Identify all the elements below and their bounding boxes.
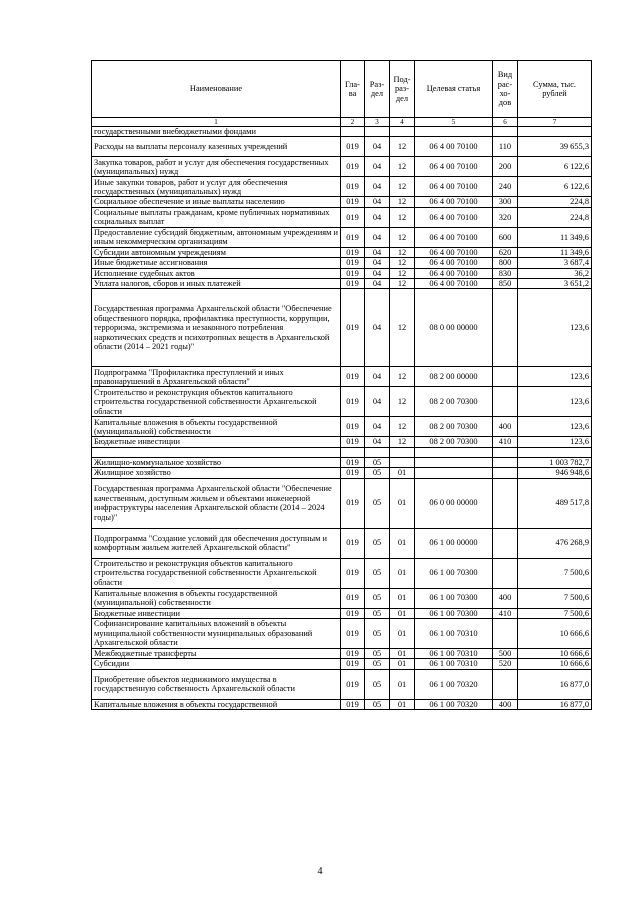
table-row [92,258,592,268]
row-amount: 7 500,6 [518,588,592,608]
row-target: 06 4 00 70100 [415,258,493,268]
row-target: 06 0 00 00000 [415,478,493,528]
row-kind [493,367,518,387]
row-section: 05 [365,659,390,669]
row-subsection [390,127,415,137]
row-chapter: 019 [341,588,365,608]
row-chapter: 019 [341,258,365,268]
row-name: Социальные выплаты гражданам, кроме публичных нормативных социальных выплат [92,207,341,227]
row-name: Государственная программа Архангельской области "Обеспечение общественного порядка, профилактика преступности, коррупции, терроризма, экстремизма и незаконного потребления наркотических средств и психотропных веществ в Архангельской области (2014 – 2021 годы)" [92,289,341,367]
table-row [92,649,592,659]
row-section: 05 [365,468,390,478]
row-amount: 10 666,6 [518,649,592,659]
row-name: Предоставление субсидий бюджетным, автономным учреждениям и иным некоммерческим организациям [92,227,341,247]
row-name: Подпрограмма "Создание условий для обеспечения доступным и комфортным жильем жителей Архангельской области" [92,528,341,558]
row-kind: 400 [493,417,518,437]
row-chapter: 019 [341,457,365,467]
table-row [92,619,592,649]
row-amount: 123,6 [518,387,592,417]
row-target [415,127,493,137]
row-amount: 3 651,2 [518,279,592,289]
row-kind [493,127,518,137]
table-row [92,387,592,417]
row-target: 06 4 00 70100 [415,137,493,157]
row-section: 05 [365,669,390,699]
row-target: 08 2 00 70300 [415,417,493,437]
row-subsection: 01 [390,528,415,558]
row-subsection: 01 [390,468,415,478]
row-kind [493,619,518,649]
row-subsection: 01 [390,558,415,588]
row-name: Капитальные вложения в объекты государственной (муниципальной) собственности [92,588,341,608]
row-target: 06 1 00 00000 [415,528,493,558]
row-section: 04 [365,207,390,227]
row-chapter: 019 [341,558,365,588]
row-section: 04 [365,417,390,437]
row-kind: 110 [493,137,518,157]
row-target: 06 1 00 70300 [415,608,493,618]
table-row [92,447,592,457]
row-subsection: 01 [390,669,415,699]
table-row [92,157,592,177]
row-target: 06 1 00 70320 [415,699,493,709]
row-amount: 36,2 [518,268,592,278]
row-section: 05 [365,558,390,588]
row-amount: 1 003 782,7 [518,457,592,467]
row-section: 04 [365,137,390,157]
table-row [92,137,592,157]
row-subsection: 01 [390,608,415,618]
column-number-row [92,118,592,127]
row-name: Иные закупки товаров, работ и услуг для обеспечения государственных (муниципальных) нужд [92,177,341,197]
row-amount: 11 349,6 [518,227,592,247]
row-section: 04 [365,157,390,177]
row-target [415,457,493,467]
row-subsection: 12 [390,197,415,207]
row-chapter: 019 [341,207,365,227]
header-section: Раз-дел [365,61,390,118]
row-kind: 200 [493,157,518,177]
row-chapter: 019 [341,699,365,709]
row-kind: 830 [493,268,518,278]
row-section: 04 [365,177,390,197]
row-amount: 16 877,0 [518,669,592,699]
table-row [92,478,592,528]
row-amount: 3 687,4 [518,258,592,268]
row-kind [493,558,518,588]
row-kind [493,447,518,457]
table-row [92,699,592,709]
row-name: Приобретение объектов недвижимого имущества в государственную собственность Архангельской области [92,669,341,699]
row-section: 04 [365,268,390,278]
column-number: 1 [92,118,341,127]
row-target [415,447,493,457]
row-section: 04 [365,247,390,257]
row-amount: 7 500,6 [518,608,592,618]
row-amount: 10 666,6 [518,659,592,669]
row-target: 06 4 00 70100 [415,227,493,247]
column-number: 4 [390,118,415,127]
table-row [92,207,592,227]
row-subsection: 12 [390,279,415,289]
row-target: 06 4 00 70100 [415,247,493,257]
row-kind [493,468,518,478]
row-target: 06 4 00 70100 [415,177,493,197]
row-amount: 946 948,6 [518,468,592,478]
row-name: Жилищно-коммунальное хозяйство [92,457,341,467]
row-amount: 123,6 [518,417,592,437]
row-name: Уплата налогов, сборов и иных платежей [92,279,341,289]
row-chapter: 019 [341,437,365,447]
row-subsection: 12 [390,289,415,367]
row-chapter: 019 [341,659,365,669]
row-chapter [341,447,365,457]
row-subsection: 12 [390,268,415,278]
row-name: Исполнение судебных актов [92,268,341,278]
row-chapter: 019 [341,367,365,387]
row-kind: 410 [493,608,518,618]
row-name: Субсидии автономным учреждениям [92,247,341,257]
row-kind: 800 [493,258,518,268]
row-kind: 320 [493,207,518,227]
row-subsection: 01 [390,649,415,659]
header-kind: Вид рас-хо-дов [493,61,518,118]
row-name: Субсидии [92,659,341,669]
row-subsection: 12 [390,207,415,227]
header-target: Целевая статья [415,61,493,118]
row-amount: 489 517,8 [518,478,592,528]
row-section: 05 [365,699,390,709]
row-target: 06 1 00 70310 [415,659,493,669]
row-kind [493,478,518,528]
header-chapter: Гла-ва [341,61,365,118]
row-subsection: 12 [390,157,415,177]
row-kind: 620 [493,247,518,257]
row-name: Подпрограмма "Профилактика преступлений и иных правонарушений в Архангельской области" [92,367,341,387]
row-kind [493,669,518,699]
row-subsection: 12 [390,247,415,257]
header-row [92,61,592,118]
row-name [92,447,341,457]
row-name: Закупка товаров, работ и услуг для обеспечения государственных (муниципальных) нужд [92,157,341,177]
row-section: 04 [365,387,390,417]
row-amount [518,127,592,137]
row-target: 06 1 00 70300 [415,558,493,588]
row-chapter: 019 [341,279,365,289]
table-row [92,367,592,387]
row-target: 06 1 00 70320 [415,669,493,699]
row-target: 06 4 00 70100 [415,157,493,177]
row-chapter: 019 [341,289,365,367]
row-amount: 39 655,3 [518,137,592,157]
table-row [92,417,592,437]
table-row [92,268,592,278]
row-chapter: 019 [341,528,365,558]
row-section: 05 [365,528,390,558]
row-section: 04 [365,279,390,289]
row-target: 08 2 00 00000 [415,367,493,387]
row-chapter: 019 [341,619,365,649]
row-chapter: 019 [341,478,365,528]
row-chapter: 019 [341,177,365,197]
table-row [92,669,592,699]
row-target: 06 1 00 70300 [415,588,493,608]
row-amount: 123,6 [518,289,592,367]
row-target: 06 4 00 70100 [415,279,493,289]
row-subsection: 12 [390,417,415,437]
row-section: 05 [365,478,390,528]
row-section [365,127,390,137]
row-section: 04 [365,258,390,268]
row-section: 04 [365,289,390,367]
row-amount: 6 122,6 [518,157,592,177]
row-amount: 224,8 [518,207,592,227]
row-amount: 224,8 [518,197,592,207]
column-number: 2 [341,118,365,127]
row-chapter: 019 [341,387,365,417]
row-section [365,447,390,457]
row-section: 05 [365,649,390,659]
row-subsection: 01 [390,588,415,608]
row-amount: 123,6 [518,367,592,387]
table-row [92,227,592,247]
row-chapter: 019 [341,197,365,207]
row-target: 06 1 00 70310 [415,619,493,649]
row-section: 05 [365,619,390,649]
row-name: государственными внебюджетными фондами [92,127,341,137]
column-number: 7 [518,118,592,127]
row-subsection: 12 [390,258,415,268]
row-chapter: 019 [341,157,365,177]
row-chapter: 019 [341,247,365,257]
row-subsection: 01 [390,478,415,528]
table-row [92,247,592,257]
table-row [92,659,592,669]
table-row [92,457,592,467]
row-subsection: 12 [390,387,415,417]
row-name: Расходы на выплаты персоналу казенных учреждений [92,137,341,157]
row-kind: 300 [493,197,518,207]
row-name: Бюджетные инвестиции [92,608,341,618]
row-subsection: 01 [390,659,415,669]
header-subsection: Под-раз-дел [390,61,415,118]
row-target: 06 1 00 70310 [415,649,493,659]
row-target: 06 4 00 70100 [415,268,493,278]
row-kind [493,457,518,467]
row-kind: 850 [493,279,518,289]
row-amount: 11 349,6 [518,247,592,257]
table-row [92,127,592,137]
row-kind: 520 [493,659,518,669]
row-subsection [390,447,415,457]
row-section: 05 [365,588,390,608]
row-subsection: 12 [390,437,415,447]
row-amount: 10 666,6 [518,619,592,649]
row-name: Софинансирование капитальных вложений в объекты муниципальной собственности муниципальных образований Архангельской области [92,619,341,649]
row-name: Бюджетные инвестиции [92,437,341,447]
row-kind: 600 [493,227,518,247]
row-subsection: 01 [390,699,415,709]
column-number: 6 [493,118,518,127]
row-amount: 7 500,6 [518,558,592,588]
row-chapter: 019 [341,227,365,247]
row-subsection [390,457,415,467]
header-amount: Сумма, тыс. рублей [518,61,592,118]
table-row [92,588,592,608]
row-chapter: 019 [341,268,365,278]
table-row [92,558,592,588]
row-name: Строительство и реконструкция объектов капитального строительства государственной собственности Архангельской области [92,558,341,588]
row-chapter: 019 [341,608,365,618]
row-chapter: 019 [341,649,365,659]
table-row [92,468,592,478]
row-section: 04 [365,437,390,447]
row-section: 04 [365,227,390,247]
row-amount: 123,6 [518,437,592,447]
table-row [92,437,592,447]
column-number: 3 [365,118,390,127]
row-kind: 500 [493,649,518,659]
row-name: Капитальные вложения в объекты государственной [92,699,341,709]
row-subsection: 12 [390,227,415,247]
row-kind: 400 [493,699,518,709]
row-name: Строительство и реконструкция объектов капитального строительства государственной собственности Архангельской области [92,387,341,417]
row-kind: 240 [493,177,518,197]
row-section: 04 [365,197,390,207]
row-subsection: 12 [390,137,415,157]
table-row [92,279,592,289]
header-name: Наименование [92,61,341,118]
row-name: Жилищное хозяйство [92,468,341,478]
row-subsection: 01 [390,619,415,649]
row-amount: 16 877,0 [518,699,592,709]
row-target: 06 4 00 70100 [415,207,493,227]
row-amount [518,447,592,457]
row-chapter [341,127,365,137]
table-row [92,528,592,558]
row-name: Межбюджетные трансферты [92,649,341,659]
table-row [92,608,592,618]
row-chapter: 019 [341,417,365,437]
row-name: Социальное обеспечение и иные выплаты населению [92,197,341,207]
row-target: 08 2 00 70300 [415,387,493,417]
row-name: Государственная программа Архангельской области "Обеспечение качественным, доступным жильем и объектами инженерной инфраструктуры населения Архангельской области (2014 – 2024 годы)" [92,478,341,528]
row-kind [493,528,518,558]
column-number: 5 [415,118,493,127]
row-section: 05 [365,608,390,618]
row-target [415,468,493,478]
row-chapter: 019 [341,669,365,699]
budget-table [91,60,592,710]
row-amount: 6 122,6 [518,177,592,197]
row-kind: 410 [493,437,518,447]
row-name: Капитальные вложения в объекты государственной (муниципальной) собственности [92,417,341,437]
row-kind [493,387,518,417]
table-row [92,289,592,367]
row-chapter: 019 [341,468,365,478]
row-kind: 400 [493,588,518,608]
table-row [92,177,592,197]
row-kind [493,289,518,367]
row-target: 08 2 00 70300 [415,437,493,447]
row-section: 04 [365,367,390,387]
table-body [92,127,592,710]
row-target: 08 0 00 00000 [415,289,493,367]
table-row [92,197,592,207]
page-number: 4 [317,866,323,877]
row-name: Иные бюджетные ассигнования [92,258,341,268]
row-subsection: 12 [390,177,415,197]
row-amount: 476 268,9 [518,528,592,558]
budget-table-container [91,60,591,710]
row-subsection: 12 [390,367,415,387]
row-chapter: 019 [341,137,365,157]
row-section: 05 [365,457,390,467]
row-target: 06 4 00 70100 [415,197,493,207]
